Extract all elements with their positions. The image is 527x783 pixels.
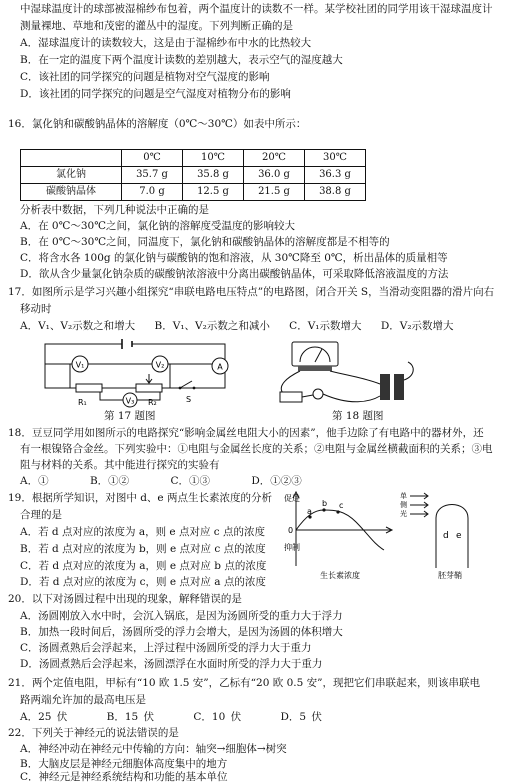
q19-option-a: A．若 d 点对应的浓度为 a，则 e 点对应 c 点的浓度 <box>20 526 266 538</box>
q22-stem: 22．下列关于神经元的说法错误的是 <box>8 727 179 739</box>
table-row <box>21 184 366 201</box>
q15-stem-line-2: 测量裸地、草地和茂密的灌丛中的湿度。下列判断正确的是 <box>20 20 293 32</box>
voltmeter-v1 <box>72 356 88 372</box>
resistor-r1 <box>76 384 102 407</box>
q21-option-d: D．5 伏 <box>280 711 322 723</box>
ammeter <box>212 358 228 374</box>
coleoptile-caption: 胚芽鞘 <box>438 571 462 580</box>
q17-stem-line-1: 17．如图所示是学习兴趣小组探究“串联电路电压特点”的电路图，闭合开关 S，当滑动变阻器的滑片向右 <box>8 286 495 298</box>
point-d-label: d <box>443 531 449 541</box>
voltmeter-v3 <box>123 393 137 407</box>
table-cell: 20℃ <box>244 150 305 167</box>
q17-option-b: B．V₁、V₂示数之和减小 <box>154 320 270 332</box>
v1-label: V₁ <box>75 360 85 370</box>
q18-option-a: A．① <box>20 475 49 487</box>
coleoptile-diagram <box>398 488 478 580</box>
q20-option-d: D．汤圆煮熟后会浮起来，汤圆漂浮在水面时所受的浮力大于重力 <box>20 658 323 670</box>
rheostat-r2 <box>136 374 162 407</box>
s-label: S <box>186 395 192 404</box>
circuit-diagram <box>40 336 230 408</box>
q19-option-b: B．若 d 点对应的浓度为 b，则 e 点对应 c 点的浓度 <box>20 543 266 555</box>
q19-option-d: D．若 d 点对应的浓度为 c，则 e 点对应 a 点的浓度 <box>20 576 266 588</box>
q17-option-d: D．V₂示数增大 <box>380 320 454 332</box>
v3-label: V₃ <box>125 396 135 406</box>
q22-option-b: B．大脑皮层是神经元细胞体高度集中的地方 <box>20 758 228 770</box>
q21-option-a: A．25 伏 <box>20 711 68 723</box>
q17-options <box>20 319 468 334</box>
q20-option-a: A．汤圆刚放入水中时，会沉入锅底，是因为汤圆所受的重力大于浮力 <box>20 610 343 622</box>
apparatus-illustration <box>270 336 420 408</box>
table-cell: 30℃ <box>305 150 366 167</box>
point-c <box>336 510 339 513</box>
table-cell: 35.7 g <box>122 167 183 184</box>
q19-stem-line-2: 合理的是 <box>20 509 62 521</box>
light-label: 单侧光 <box>400 492 407 518</box>
r1-label: R₁ <box>78 398 87 407</box>
q18-stem-line-1: 18．豆豆同学用如图所示的电路探究“影响金属丝电阻大小的因素”，他手边除了有电路中的器材外，还 <box>8 427 484 439</box>
q19-stem-line-1: 19．根据所学知识，对图中 d、e 两点生长素浓度的分析 <box>8 492 272 504</box>
q17-option-a: A．V₁、V₂示数之和增大 <box>20 320 136 332</box>
q16-option-a: A．在 0℃～30℃之间，氯化钠的溶解度受温度的影响较大 <box>20 220 295 232</box>
table-row <box>21 167 366 184</box>
q21-stem-line-2: 路两端允许加的最高电压是 <box>20 694 146 706</box>
q15-option-a: A．湿球温度计的读数较大，这是由于湿棉纱布中水的比热较大 <box>20 37 312 49</box>
q15-option-c: C．该社团的同学探究的问题是植物对空气湿度的影响 <box>20 71 270 83</box>
q15-option-b: B．在一定的温度下两个温度计读数的差别越大，表示空气的湿度越大 <box>20 54 343 66</box>
q15-option-d: D．该社团的同学探究的问题是空气湿度对植物分布的影响 <box>20 88 291 100</box>
table-cell <box>21 150 122 167</box>
q20-stem: 20．以下对汤圆过程中出现的现象，解释错误的是 <box>8 593 242 605</box>
figure-18-caption: 第 18 题图 <box>332 410 384 422</box>
table-cell: 12.5 g <box>183 184 244 201</box>
table-header-row <box>21 150 366 167</box>
q21-option-b: B．15 伏 <box>106 711 155 723</box>
q15-stem-line-1: 中湿球温度计的球部被湿棉纱布包着，两个温度计的读数不一样。某学校社团的同学用该干湿球温度计 <box>20 3 493 15</box>
table-cell: 7.0 g <box>122 184 183 201</box>
q21-stem-line-1: 21．两个定值电阻，甲标有“10 欧 1.5 安”，乙标有“20 欧 0.5 安”，现把它们串联起来，则该串联电 <box>8 677 480 689</box>
table-cell: 36.0 g <box>244 167 305 184</box>
q17-stem-line-2: 移动时 <box>20 303 52 315</box>
r2-label: R₂ <box>148 398 157 407</box>
q20-option-c: C．汤圆煮熟后会浮起来，上浮过程中汤圆所受的浮力大于重力 <box>20 642 312 654</box>
voltmeter-v2 <box>152 356 168 372</box>
point-a-label: a <box>307 507 312 516</box>
figure-17-caption: 第 17 题图 <box>104 410 156 422</box>
y-label-inhibit: 抑制 <box>284 543 300 552</box>
q16-lead: 分析表中数据，下列几种说法中正确的是 <box>20 204 209 216</box>
q18-stem-line-3: 阻与材料的关系。其中能进行探究的实验有 <box>20 459 220 471</box>
table-cell: 35.8 g <box>183 167 244 184</box>
table-cell: 36.3 g <box>305 167 366 184</box>
table-cell: 21.5 g <box>244 184 305 201</box>
point-b-label: b <box>322 499 328 508</box>
q18-stem-line-2: 有一根镍铬合金丝。下列实验中：①电阻与金属丝长度的关系；②电阻与金属丝横截面积的关系；③电 <box>20 443 493 455</box>
point-c-label: c <box>339 501 344 510</box>
q16-option-c: C．将含水各 100g 的氯化钠与碳酸钠的饱和溶液，从 30℃降至 0℃，析出晶体的质量相等 <box>20 252 448 264</box>
point-e-label: e <box>456 531 462 541</box>
table-cell: 10℃ <box>183 150 244 167</box>
point-b <box>322 508 325 511</box>
q16-option-b: B．在 0℃～30℃之间，同温度下，氯化钠和碳酸钠晶体的溶解度都是不相等的 <box>20 236 390 248</box>
table-cell: 0℃ <box>122 150 183 167</box>
table-cell: 碳酸钠晶体 <box>21 184 122 201</box>
x-axis-label: 生长素浓度 <box>320 571 360 580</box>
q18-option-b: B．①② <box>89 475 130 487</box>
q19-option-c: C．若 d 点对应的浓度为 a，则 e 点对应 b 点的浓度 <box>20 560 267 572</box>
q20-option-b: B．加热一段时间后，汤圆所受的浮力会增大，是因为汤圆的体积增大 <box>20 626 343 638</box>
table-cell: 氯化钠 <box>21 167 122 184</box>
solubility-table <box>20 149 366 201</box>
q16-option-d: D．欲从含少量氯化钠杂质的碳酸钠浓溶液中分离出碳酸钠晶体，可采取降低溶液温度的方法 <box>20 268 449 280</box>
table-cell: 38.8 g <box>305 184 366 201</box>
v2-label: V₂ <box>155 360 165 370</box>
q21-options <box>20 710 336 725</box>
q16-stem: 16．氯化钠和碳酸钠晶体的溶解度（0℃～30℃）如表中所示： <box>8 118 307 130</box>
y-label-promote: 促进 <box>284 494 300 503</box>
q17-option-c: C．V₁示数增大 <box>289 320 362 332</box>
auxin-curve-graph <box>284 488 396 580</box>
q21-option-c: C．10 伏 <box>193 711 242 723</box>
a-label: A <box>217 362 223 372</box>
q18-options <box>20 474 316 489</box>
zero-label: 0 <box>288 526 294 535</box>
q22-option-c: C．神经元是神经系统结构和功能的基本单位 <box>20 771 228 783</box>
q18-option-c: C．①③ <box>170 475 211 487</box>
switch-s <box>179 381 196 404</box>
q22-option-a: A．神经冲动在神经元中传输的方向：轴突→细胞体→树突 <box>20 743 287 755</box>
q18-option-d: D．①②③ <box>251 475 302 487</box>
